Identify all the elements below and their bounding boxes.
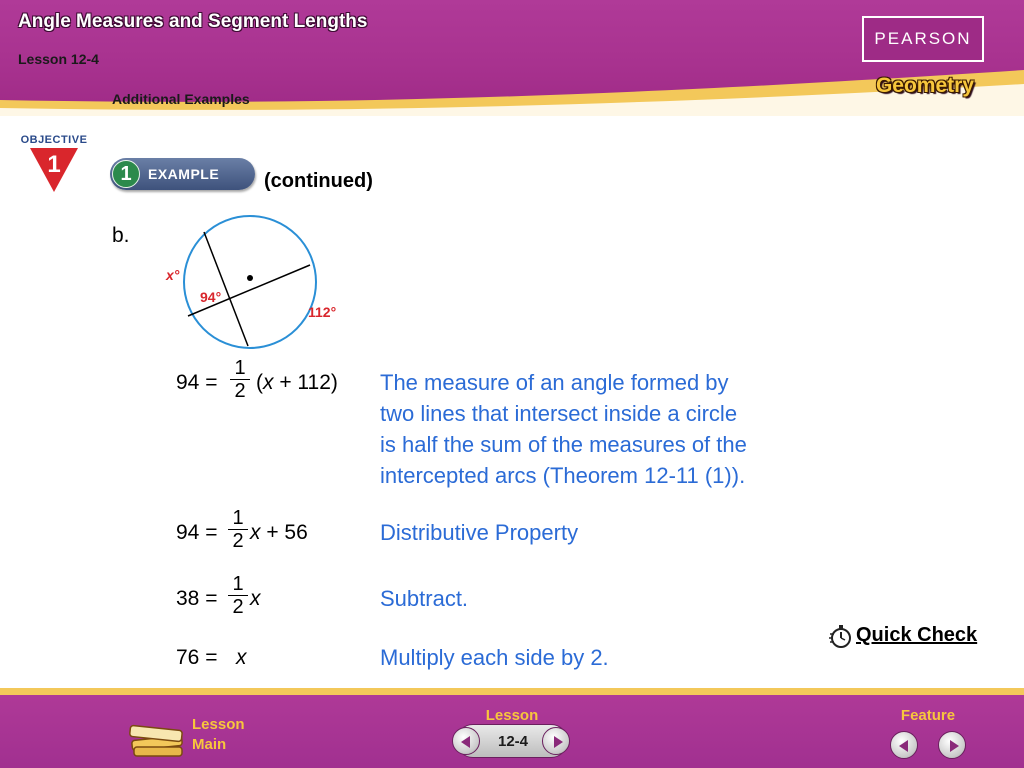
lesson-nav-label: Lesson [485,707,539,724]
step-1-rhs: (x + 112) [256,371,338,394]
lesson-main-label-2: Main [192,736,227,753]
subject-label: Geometry [875,74,975,97]
quick-check-label[interactable]: Quick Check [856,624,978,646]
publisher-logo: PEARSON [862,16,984,62]
arc-112-label: 112° [308,304,337,320]
step-1-reason: The measure of an angle formed by two lines that intersect inside a circle is half the sum of the measures of the intercepted arcs (Theorem 12-11 (1)). [380,370,747,488]
example-badge [110,158,255,190]
circle [184,216,316,348]
step-2-fraction: 1 2 [228,508,248,551]
example-label: EXAMPLE [148,166,220,182]
books-icon [126,714,188,760]
fraction-numerator: 1 [234,357,246,379]
lesson-main-label-1: Lesson [192,716,245,733]
circle-diagram [160,210,360,350]
arrow-right-icon [554,736,563,748]
step-3-reason: Subtract. [380,586,469,611]
step-2-rhs: x + 56 [250,521,308,544]
lesson-prev-button[interactable] [452,727,480,755]
feature-nav-label: Feature [900,707,956,724]
step-3-rhs: x [250,587,261,610]
part-label: b. [112,224,130,247]
lesson-nav-number: 12-4 [497,733,529,750]
stopwatch-icon [828,624,854,650]
step-4-rhs: x [236,646,247,669]
step-1-fraction [230,358,250,401]
step-4-reason: Multiply each side by 2. [380,645,609,670]
circle-center [247,275,253,281]
feature-next-button[interactable] [938,731,966,759]
step-1-lhs: 94 = [176,371,218,394]
objective-triangle-icon [20,134,88,194]
angle-x-label: x° [166,267,180,283]
angle-94-label: 94° [200,289,222,305]
step-3-fraction: 1 2 [228,574,248,617]
step-4-lhs: 76 = [176,646,218,669]
arrow-left-icon [899,740,908,752]
arrow-left-icon [461,736,470,748]
section-label: Additional Examples [112,91,250,107]
continued-label: (continued) [264,170,373,192]
objective-label: OBJECTIVE [20,134,88,146]
example-number: 1 [112,160,140,188]
step-2-reason: Distributive Property [380,520,579,545]
step-3-lhs: 38 = [176,587,218,610]
fraction-denominator: 2 [234,380,246,402]
footer-stripe [0,688,1024,695]
lesson-next-button[interactable] [542,727,570,755]
step-2-lhs: 94 = [176,521,218,544]
lesson-title: Angle Measures and Segment Lengths [18,11,368,32]
objective-number: 1 [47,151,61,178]
objective-marker [20,134,88,194]
feature-prev-button[interactable] [890,731,918,759]
lesson-number: Lesson 12-4 [18,51,99,67]
arrow-right-icon [950,740,959,752]
lesson-main-button[interactable] [126,714,266,760]
